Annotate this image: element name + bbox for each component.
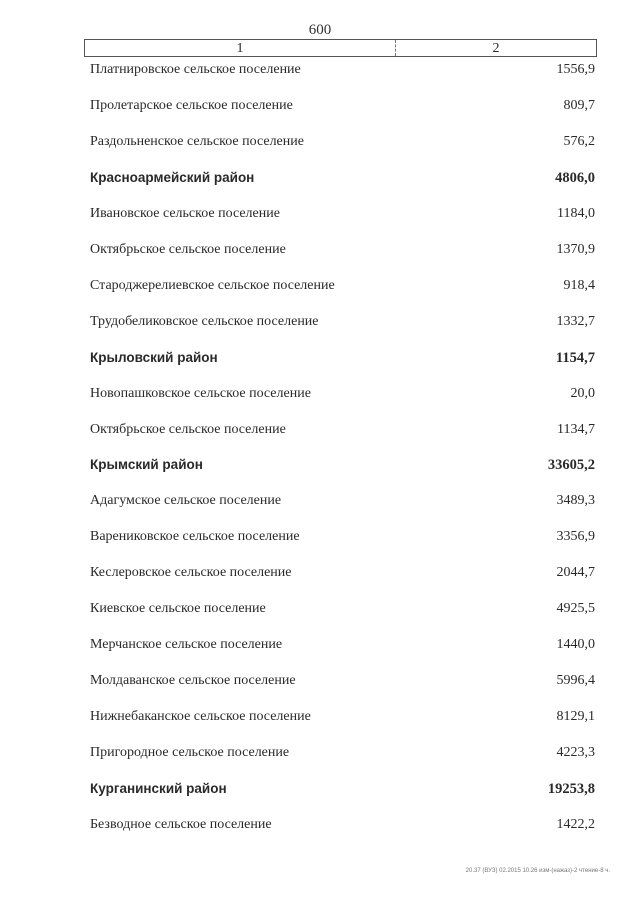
table-row bbox=[90, 814, 595, 836]
table-row bbox=[90, 95, 595, 117]
settlement-name: Адагумское сельское поселение bbox=[90, 493, 282, 509]
settlement-name: Октябрьское сельское поселение bbox=[90, 241, 286, 257]
table-row bbox=[90, 742, 595, 764]
settlement-amount: 1134,7 bbox=[557, 421, 595, 437]
settlement-name: Новопашковское сельское поселение bbox=[90, 385, 311, 401]
settlement-amount: 3489,3 bbox=[556, 493, 595, 509]
settlement-name: Кеслеровское сельское поселение bbox=[90, 565, 292, 581]
district-amount: 19253,8 bbox=[547, 781, 595, 797]
table-row bbox=[90, 562, 595, 584]
table-row bbox=[90, 131, 595, 153]
settlement-amount: 918,4 bbox=[563, 277, 595, 293]
header-column-1: 1 bbox=[236, 41, 244, 56]
table-row bbox=[90, 275, 595, 297]
settlement-amount: 4925,5 bbox=[556, 601, 595, 617]
settlement-amount: 2044,7 bbox=[556, 565, 595, 581]
table-row bbox=[90, 706, 595, 728]
district-name: Красноармейский район bbox=[90, 169, 255, 185]
table-row bbox=[90, 239, 595, 261]
district-name: Курганинский район bbox=[90, 781, 227, 796]
settlement-amount: 1440,0 bbox=[556, 637, 595, 653]
district-name: Крымский район bbox=[90, 457, 203, 473]
settlement-name: Варениковское сельское поселение bbox=[90, 529, 300, 545]
page-number: 600 bbox=[308, 22, 332, 38]
table-row bbox=[90, 419, 595, 441]
settlement-amount: 5996,4 bbox=[556, 673, 595, 689]
settlement-amount: 1332,7 bbox=[556, 313, 595, 329]
table-row bbox=[90, 670, 595, 692]
settlement-name: Безводное сельское поселение bbox=[90, 816, 272, 832]
settlement-name: Пригородное сельское поселение bbox=[90, 745, 290, 761]
table-row bbox=[90, 598, 595, 620]
district-name: Крыловский район bbox=[90, 349, 218, 365]
settlement-name: Мерчанское сельское поселение bbox=[90, 637, 283, 653]
table-row bbox=[90, 311, 595, 333]
settlement-name: Пролетарское сельское поселение bbox=[90, 97, 293, 113]
settlement-amount: 1184,0 bbox=[557, 205, 595, 221]
settlement-name: Платнировское сельское поселение bbox=[90, 62, 301, 77]
table-row bbox=[90, 203, 595, 225]
table-row bbox=[90, 526, 595, 548]
settlement-name: Нижнебаканское сельское поселение bbox=[90, 709, 311, 725]
district-row bbox=[90, 778, 595, 800]
district-amount: 33605,2 bbox=[547, 457, 595, 474]
settlement-name: Староджерелиевское сельское поселение bbox=[90, 277, 335, 293]
settlement-amount: 1556,9 bbox=[556, 62, 595, 77]
settlement-name: Ивановское сельское поселение bbox=[90, 205, 280, 221]
table-row bbox=[90, 383, 595, 405]
table-row bbox=[90, 59, 595, 81]
district-amount: 4806,0 bbox=[555, 169, 595, 186]
settlement-amount: 1422,2 bbox=[556, 816, 595, 832]
settlement-name: Молдаванское сельское поселение bbox=[90, 673, 296, 689]
settlement-amount: 1370,9 bbox=[556, 241, 595, 257]
settlement-amount: 3356,9 bbox=[556, 529, 595, 545]
settlement-name: Раздольненское сельское поселение bbox=[90, 133, 304, 149]
settlement-amount: 20,0 bbox=[570, 385, 595, 401]
table-row bbox=[90, 490, 595, 512]
district-row bbox=[90, 347, 595, 369]
footer-note: 20.37 (ВУЗ) 02.2015 10.26 изм-(нажаз)-2 чтение-8 ч. bbox=[465, 868, 610, 874]
settlement-amount: 809,7 bbox=[563, 97, 595, 113]
district-row bbox=[90, 167, 595, 189]
table-header bbox=[84, 39, 597, 57]
settlement-name: Октябрьское сельское поселение bbox=[90, 421, 286, 437]
settlement-amount: 8129,1 bbox=[556, 709, 595, 725]
settlement-amount: 4223,3 bbox=[556, 745, 595, 761]
district-amount: 1154,7 bbox=[555, 349, 595, 366]
header-column-2: 2 bbox=[492, 41, 500, 56]
settlement-name: Трудобеликовское сельское поселение bbox=[90, 313, 319, 329]
table-row bbox=[90, 634, 595, 656]
settlement-name: Киевское сельское поселение bbox=[90, 601, 266, 617]
settlement-amount: 576,2 bbox=[563, 133, 595, 149]
district-row bbox=[90, 454, 595, 476]
